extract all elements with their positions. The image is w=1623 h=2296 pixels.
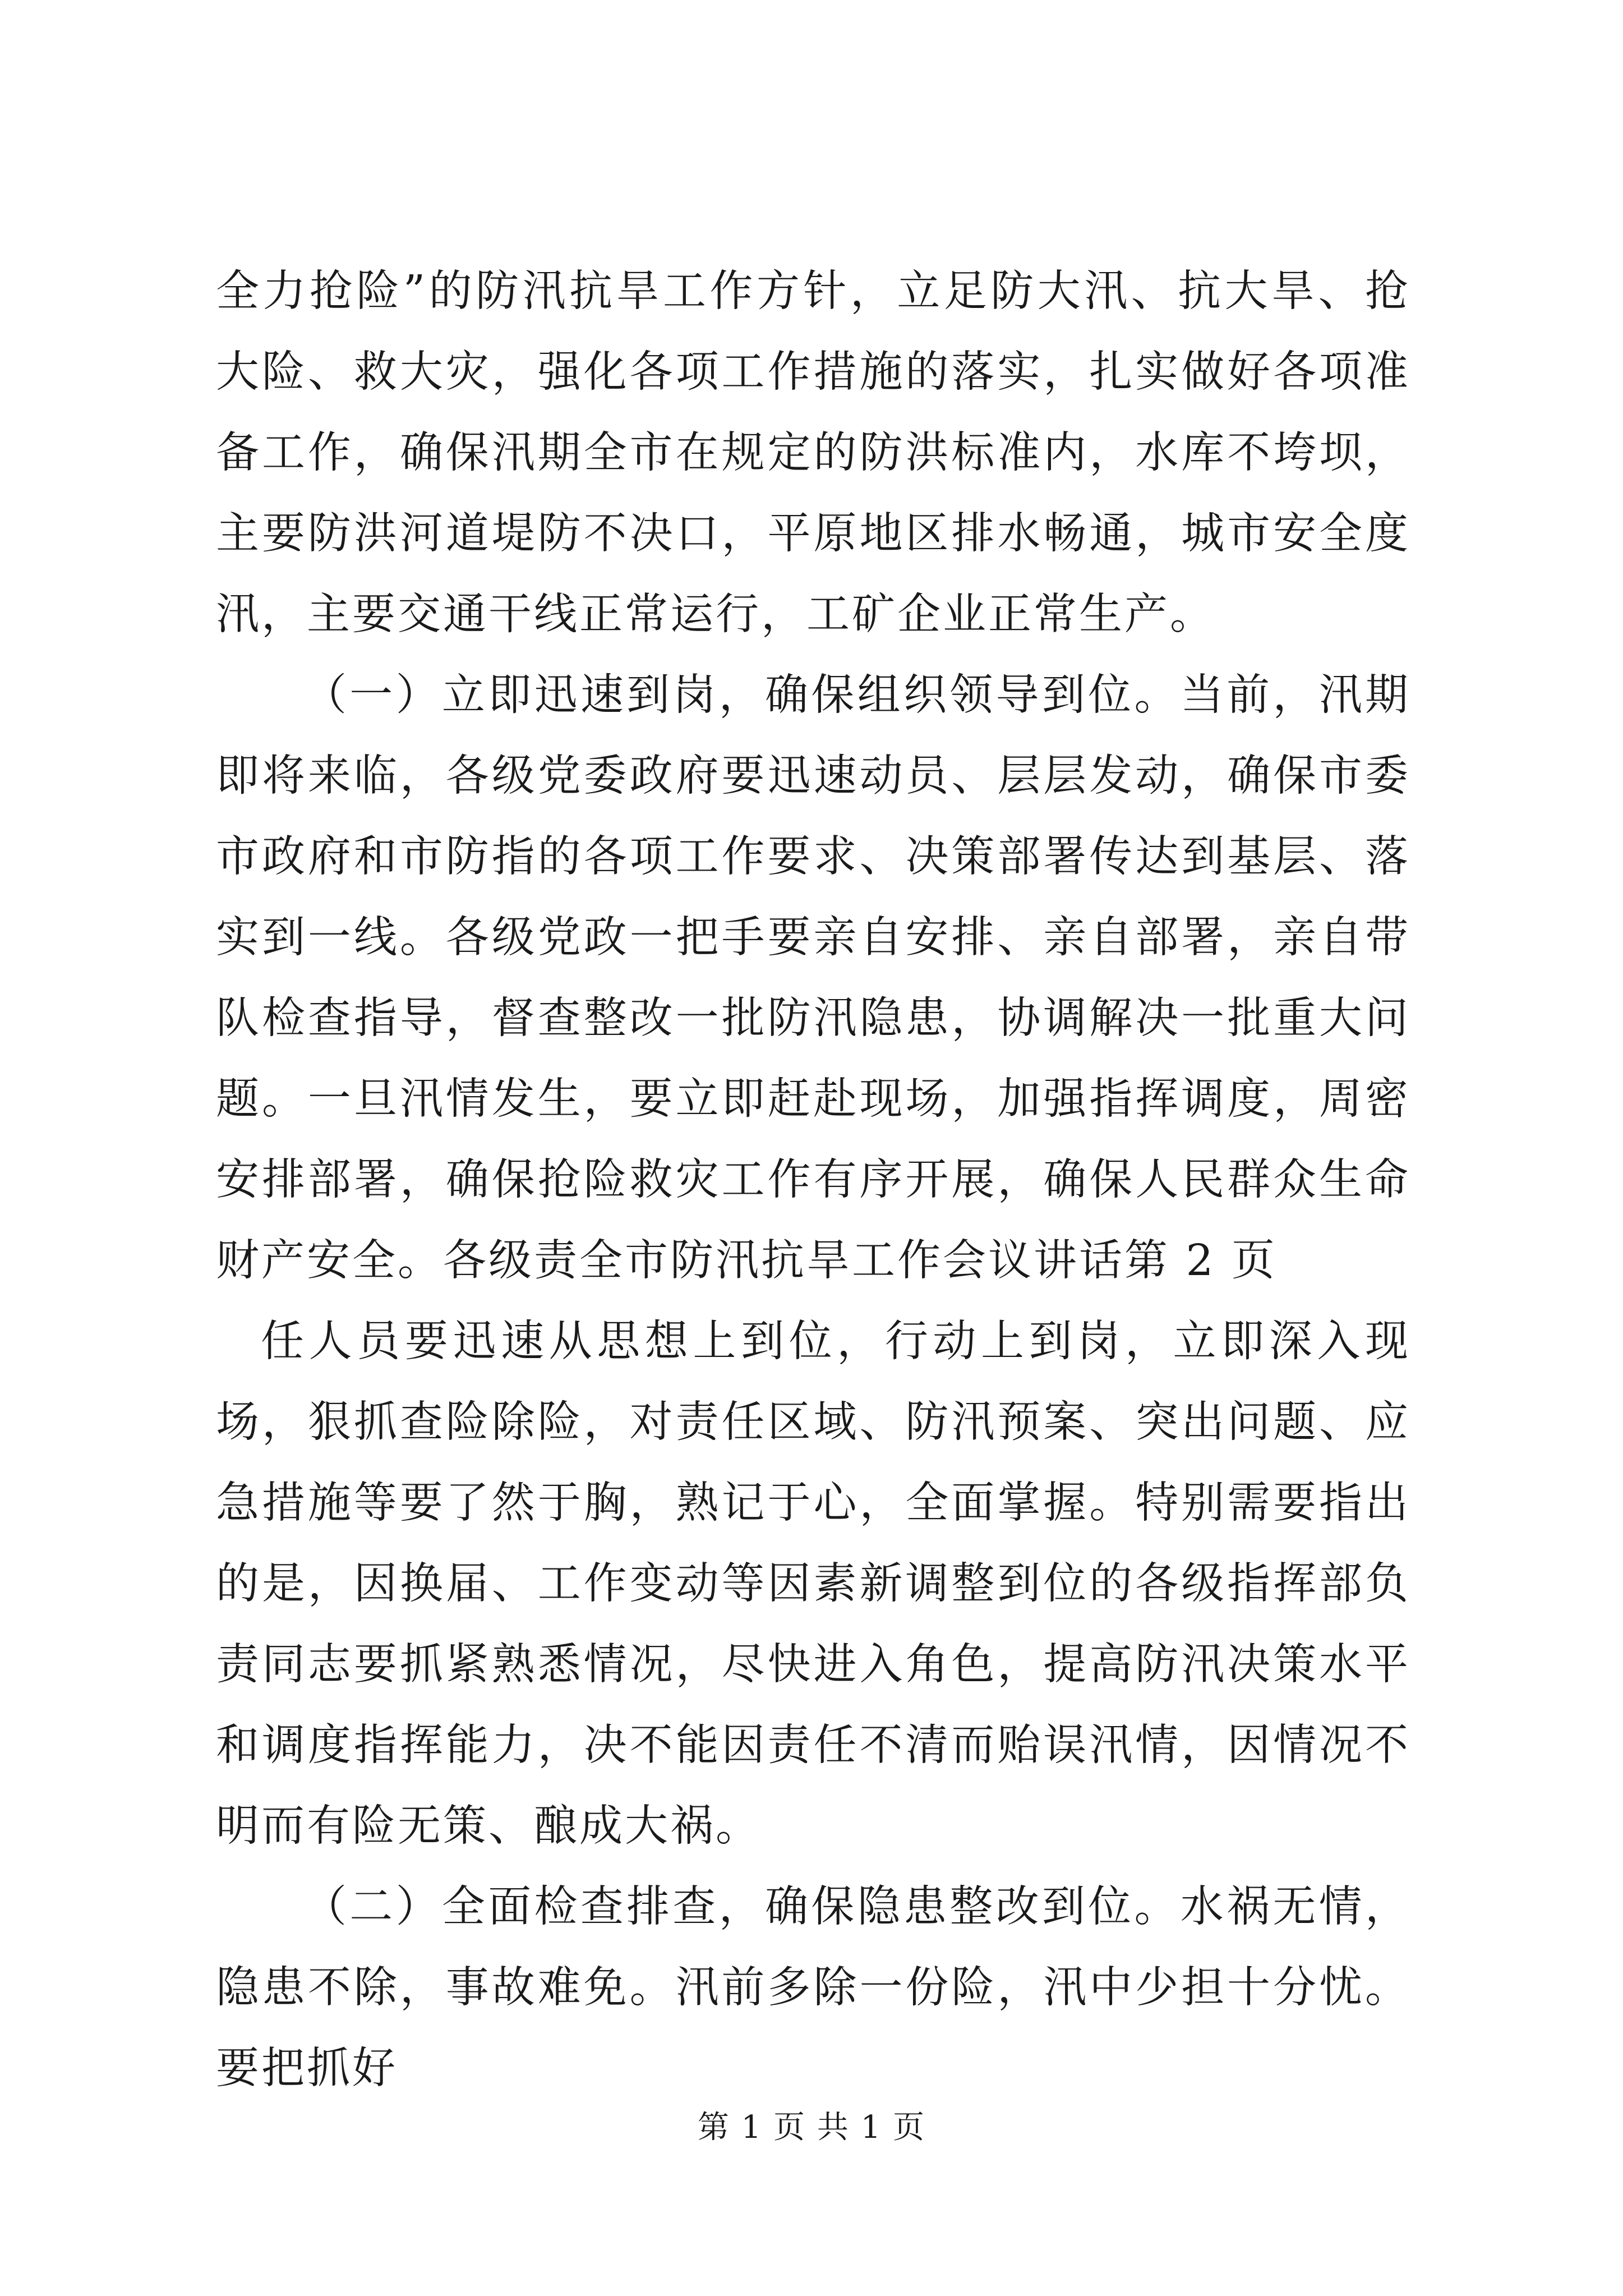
page-footer: 第 1 页 共 1 页	[697, 2109, 926, 2146]
paragraph-1: 全力抢险”的防汛抗旱工作方针，立足防大汛、抗大旱、抢大险、救大灾，强化各项工作措施的落实，扎实做好各项准备工作，确保汛期全市在规定的防洪标准内，水库不垮坝，主要防洪河道堤防不决口，平原地区排水畅通，城市安全度汛，主要交通干线正常运行，工矿企业正常生产。	[216, 266, 1410, 639]
document-body	[216, 251, 1410, 2109]
paragraph-4: （二）全面检查排查，确保隐患整改到位。水祸无情，隐患不除，事故难免。汛前多除一份险，汛中少担十分忧。要把抓好	[216, 1882, 1410, 2093]
paragraph-3: 任人员要迅速从思想上到位，行动上到岗，立即深入现场，狠抓查险除险，对责任区域、防汛预案、突出问题、应急措施等要了然于胸，熟记于心，全面掌握。特别需要指出的是，因换届、工作变动等因素新调整到位的各级指挥部负责同志要抓紧熟悉情况，尽快进入角色，提高防汛决策水平和调度指挥能力，决不能因责任不清而贻误汛情，因情况不明而有险无策、酿成大祸。	[216, 1317, 1410, 1851]
paragraph-2: （一）立即迅速到岗，确保组织领导到位。当前，汛期即将来临，各级党委政府要迅速动员、层层发动，确保市委市政府和市防指的各项工作要求、决策部署传达到基层、落实到一线。各级党政一把手要亲自安排、亲自部署，亲自带队检查指导，督查整改一批防汛隐患，协调解决一批重大问题。一旦汛情发生，要立即赶赴现场，加强指挥调度，周密安排部署，确保抢险救灾工作有序开展，确保人民群众生命财产安全。各级责全市防汛抗旱工作会议讲话第 2 页	[216, 670, 1410, 1286]
